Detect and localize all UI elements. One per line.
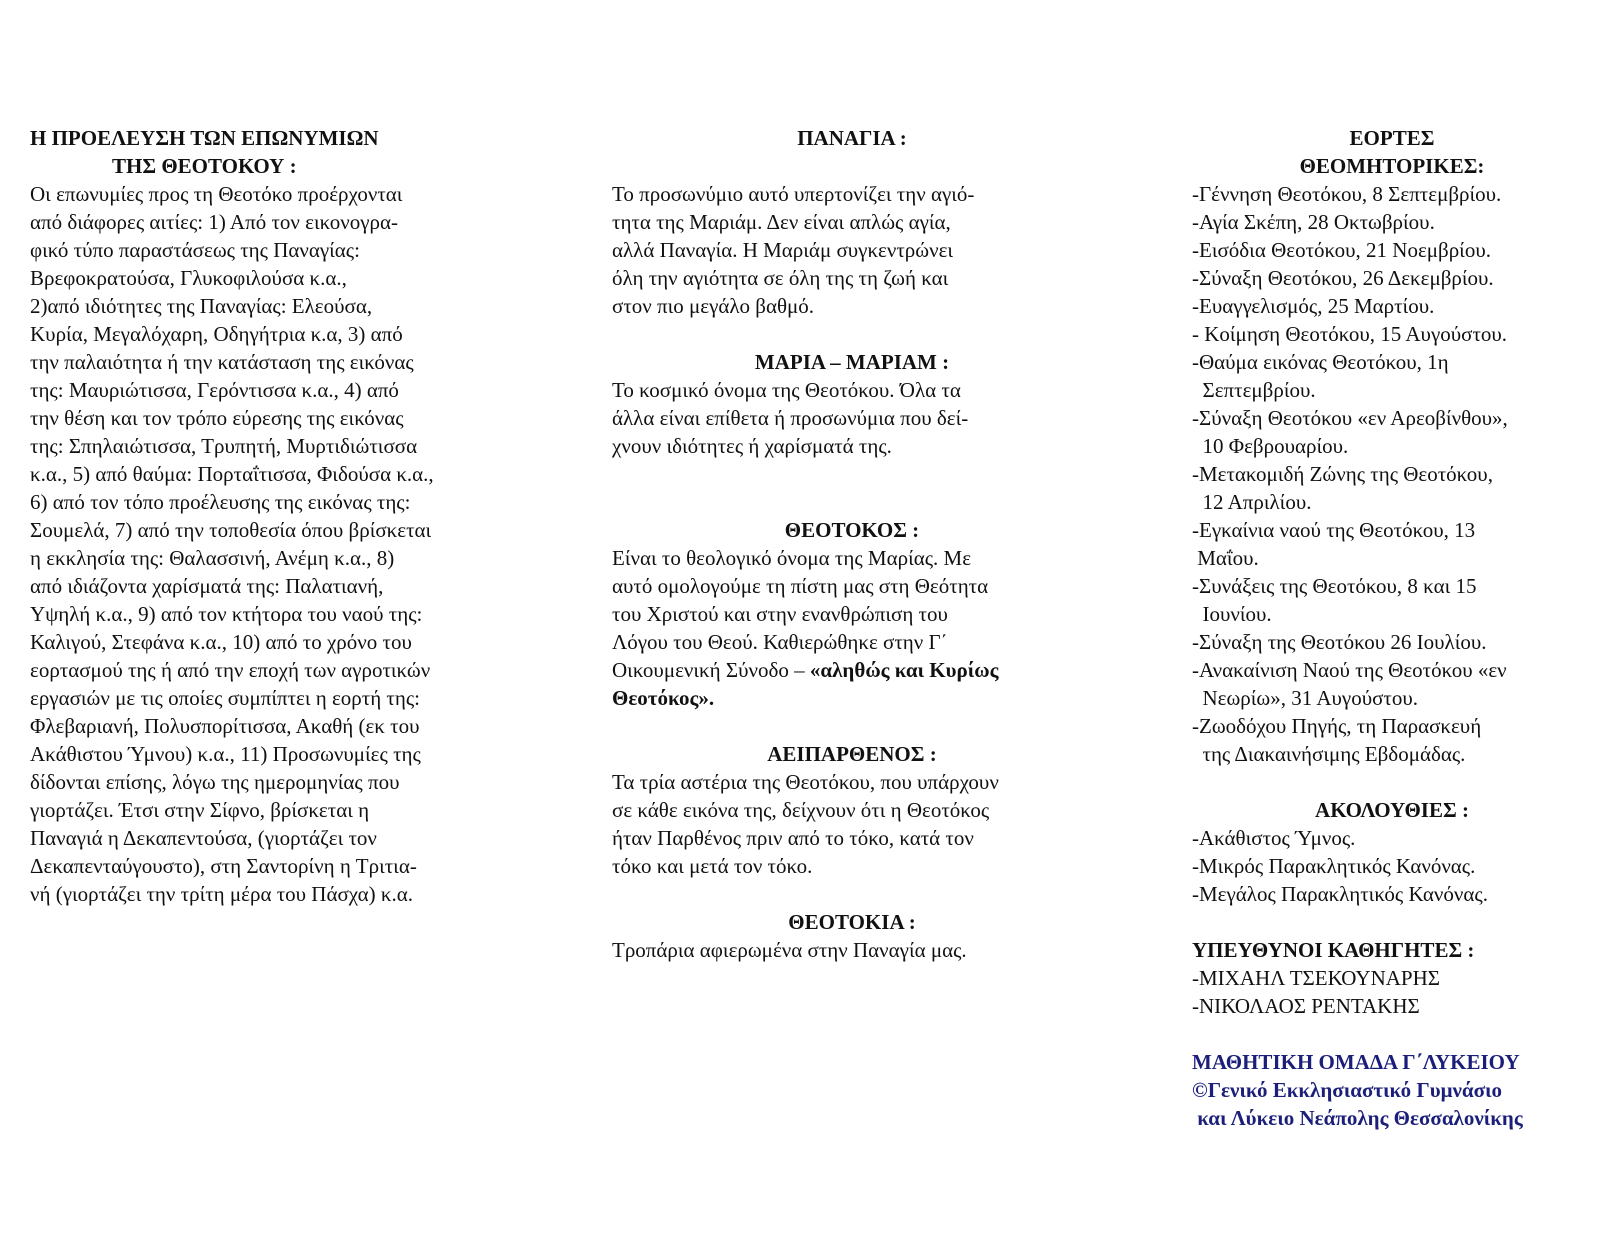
origin-text-line: γιορτάζει. Έτσι στην Σίφνο, βρίσκεται η	[30, 798, 370, 822]
origin-text-line: δίδονται επίσης, λόγω της ημερομηνίας που	[30, 770, 400, 794]
feast-item: της Διακαινήσιμης Εβδομάδας.	[1192, 742, 1466, 766]
origin-text-line: Δεκαπενταύγουστο), στη Σαντορίνη η Τριτια-	[30, 854, 417, 878]
aeiparthenos-text-line: ήταν Παρθένος πριν από το τόκο, κατά τον	[612, 826, 974, 850]
origin-text-line: Ακάθιστου Ύμνου) κ.α., 11) Προσωνυμίες της	[30, 742, 421, 766]
panagia-text-line: αλλά Παναγία. Η Μαριάμ συγκεντρώνει	[612, 238, 954, 262]
origin-text	[30, 180, 530, 908]
panagia-text-line: στον πιο μεγάλο βαθμό.	[612, 294, 815, 318]
credit-line: ΜΑΘΗΤΙΚΗ ΟΜΑΔΑ Γ΄ΛΥΚΕΙΟΥ	[1192, 1050, 1520, 1074]
aeiparthenos-heading: ΑΕΙΠΑΡΘΕΝΟΣ :	[767, 742, 937, 766]
maria-heading: ΜΑΡΙΑ – ΜΑΡΙΑΜ :	[754, 350, 950, 374]
origin-text-line: εορτασμού της ή από την εποχή των αγροτικών	[30, 658, 431, 682]
origin-text-line: την παλαιότητα ή την κατάσταση της εικόνας	[30, 350, 414, 374]
origin-text-line: την θέση και τον τρόπο εύρεσης της εικόνας	[30, 406, 404, 430]
feast-item: Νεωρίω», 31 Αυγούστου.	[1192, 686, 1418, 710]
credit-line: ©Γενικό Εκκλησιαστικό Γυμνάσιο	[1192, 1078, 1503, 1102]
origin-title-line-1: Η ΠΡΟΕΛΕΥΣΗ ΤΩΝ ΕΠΩΝΥΜΙΩΝ	[30, 126, 379, 150]
origin-text-line: εργασιών με τις οποίες συμπίπτει η εορτή της:	[30, 686, 420, 710]
feast-item: - Κοίμηση Θεοτόκου, 15 Αυγούστου.	[1192, 322, 1508, 346]
feast-item: -Γέννηση Θεοτόκου, 8 Σεπτεμβρίου.	[1192, 182, 1502, 206]
teacher-name: -ΜΙΧΑΗΛ ΤΣΕΚΟΥΝΑΡΗΣ	[1192, 966, 1440, 990]
origin-text-line: από ιδιάζοντα χαρίσματά της: Παλατιανή,	[30, 574, 384, 598]
theotokos-text	[612, 544, 1092, 656]
theotokia-heading: ΘΕΟΤΟΚΙΑ :	[788, 910, 916, 934]
feasts-title-line-1: ΕΟΡΤΕΣ	[1349, 126, 1435, 150]
panagia-text-line: Το προσωνύμιο αυτό υπερτονίζει την αγιό-	[612, 182, 975, 206]
panagia-text-line: όλη την αγιότητα σε όλη της τη ζωή και	[612, 266, 949, 290]
origin-text-line: νή (γιορτάζει την τρίτη μέρα του Πάσχα) κ.α.	[30, 882, 413, 906]
origin-text-line: της: Μαυριώτισσα, Γερόντισσα κ.α., 4) από	[30, 378, 399, 402]
theotokos-text-line: Είναι το θεολογικό όνομα της Μαρίας. Με	[612, 546, 972, 570]
feast-item: 10 Φεβρουαρίου.	[1192, 434, 1349, 458]
panagia-text	[612, 180, 1092, 320]
theotokos-text-line: Λόγου του Θεού. Καθιερώθηκε στην Γ΄	[612, 630, 948, 654]
feast-item: -Ανακαίνιση Ναού της Θεοτόκου «εν	[1192, 658, 1507, 682]
teacher-name: -ΝΙΚΟΛΑΟΣ ΡΕΝΤΑΚΗΣ	[1192, 994, 1420, 1018]
aeiparthenos-text-line: Τα τρία αστέρια της Θεοτόκου, που υπάρχουν	[612, 770, 999, 794]
feast-item: -Σύναξη Θεοτόκου «εν Αρεοβίνθου»,	[1192, 406, 1508, 430]
origin-text-line: η εκκλησία της: Θαλασσινή, Ανέμη κ.α., 8)	[30, 546, 395, 570]
origin-title-line-2: ΤΗΣ ΘΕΟΤΟΚΟΥ :	[112, 154, 297, 178]
feasts-title-line-2: ΘΕΟΜΗΤΟΡΙΚΕΣ:	[1299, 154, 1485, 178]
panagia-text-line: τητα της Μαριάμ. Δεν είναι απλώς αγία,	[612, 210, 951, 234]
panagia-heading: ΠΑΝΑΓΙΑ :	[797, 126, 907, 150]
origin-of-names-column	[30, 124, 530, 908]
aeiparthenos-text-line: τόκο και μετά τον τόκο.	[612, 854, 813, 878]
theotokos-last-prefix: Οικουμενική Σύνοδο –	[612, 658, 810, 682]
maria-text-line: άλλα είναι επίθετα ή προσωνύμια που δεί-	[612, 406, 969, 430]
maria-text-line: χνουν ιδιότητες ή χαρίσματά της.	[612, 434, 892, 458]
origin-text-line: 2)από ιδιότητες της Παναγίας: Ελεούσα,	[30, 294, 373, 318]
theotokos-quote-end: Θεοτόκος».	[612, 686, 715, 710]
feast-item: 12 Απριλίου.	[1192, 490, 1312, 514]
origin-text-line: Καλιγού, Στεφάνα κ.α., 10) από το χρόνο του	[30, 630, 412, 654]
services-list	[1192, 824, 1592, 908]
credits-block	[1192, 1048, 1592, 1132]
feast-item: -Ζωοδόχου Πηγής, τη Παρασκευή	[1192, 714, 1482, 738]
feasts-column	[1192, 124, 1592, 1132]
theotokia-text	[612, 936, 1092, 964]
credit-line: και Λύκειο Νεάπολης Θεσσαλονίκης	[1192, 1106, 1523, 1130]
origin-text-line: Οι επωνυμίες προς τη Θεοτόκο προέρχονται	[30, 182, 403, 206]
origin-text-line: από διάφορες αιτίες: 1) Από τον εικονογρα-	[30, 210, 398, 234]
feast-item: -Σύναξη της Θεοτόκου 26 Ιουλίου.	[1192, 630, 1487, 654]
feast-item: -Αγία Σκέπη, 28 Οκτωβρίου.	[1192, 210, 1435, 234]
service-item: -Μεγάλος Παρακλητικός Κανόνας.	[1192, 882, 1488, 906]
feast-item: -Συνάξεις της Θεοτόκου, 8 και 15	[1192, 574, 1477, 598]
theotokos-text-line: του Χριστού και στην ενανθρώπιση του	[612, 602, 948, 626]
feast-item: -Μετακομιδή Ζώνης της Θεοτόκου,	[1192, 462, 1493, 486]
feast-item: -Σύναξη Θεοτόκου, 26 Δεκεμβρίου.	[1192, 266, 1494, 290]
origin-text-line: Υψηλή κ.α., 9) από τον κτήτορα του ναού της:	[30, 602, 423, 626]
origin-text-line: Σουμελά, 7) από την τοποθεσία όπου βρίσκεται	[30, 518, 432, 542]
teachers-heading: ΥΠΕΥΘΥΝΟΙ ΚΑΘΗΓΗΤΕΣ :	[1192, 938, 1475, 962]
origin-text-line: της: Σπηλαιώτισσα, Τρυπητή, Μυρτιδιώτισσα	[30, 434, 418, 458]
teachers-list	[1192, 964, 1592, 1020]
feast-item: Ιουνίου.	[1192, 602, 1272, 626]
theotokos-quote: «αληθώς και Κυρίως	[809, 658, 999, 682]
feast-item: -Εγκαίνια ναού της Θεοτόκου, 13	[1192, 518, 1476, 542]
feast-item: -Θαύμα εικόνας Θεοτόκου, 1η	[1192, 350, 1449, 374]
origin-text-line: φικό τύπο παραστάσεως της Παναγίας:	[30, 238, 360, 262]
origin-text-line: κ.α., 5) από θαύμα: Πορταΐτισσα, Φιδούσα κ.α.,	[30, 462, 434, 486]
aeiparthenos-text	[612, 768, 1092, 880]
maria-text-line: Το κοσμικό όνομα της Θεοτόκου. Όλα τα	[612, 378, 961, 402]
service-item: -Ακάθιστος Ύμνος.	[1192, 826, 1356, 850]
feast-item: Σεπτεμβρίου.	[1192, 378, 1316, 402]
names-column	[612, 124, 1092, 964]
theotokos-text-line	[612, 656, 1092, 684]
theotokia-text-line: Τροπάρια αφιερωμένα στην Παναγία μας.	[612, 938, 967, 962]
origin-text-line: Φλεβαριανή, Πολυσπορίτισσα, Ακαθή (εκ του	[30, 714, 420, 738]
service-item: -Μικρός Παρακλητικός Κανόνας.	[1192, 854, 1476, 878]
theotokos-text-line: αυτό ομολογούμε τη πίστη μας στη Θεότητα	[612, 574, 989, 598]
feast-item: -Ευαγγελισμός, 25 Μαρτίου.	[1192, 294, 1435, 318]
feast-item: -Εισόδια Θεοτόκου, 21 Νοεμβρίου.	[1192, 238, 1491, 262]
origin-text-line: Κυρία, Μεγαλόχαρη, Οδηγήτρια κ.α, 3) από	[30, 322, 403, 346]
origin-text-line: Παναγιά η Δεκαπεντούσα, (γιορτάζει τον	[30, 826, 377, 850]
theotokos-heading: ΘΕΟΤΟΚΟΣ :	[784, 518, 920, 542]
origin-text-line: 6) από τον τόπο προέλευσης της εικόνας της:	[30, 490, 411, 514]
feast-item: Μαΐου.	[1192, 546, 1259, 570]
origin-text-line: Βρεφοκρατούσα, Γλυκοφιλούσα κ.α.,	[30, 266, 347, 290]
feasts-list	[1192, 180, 1592, 768]
services-heading: ΑΚΟΛΟΥΘΙΕΣ :	[1315, 798, 1469, 822]
aeiparthenos-text-line: σε κάθε εικόνα της, δείχνουν ότι η Θεοτόκος	[612, 798, 990, 822]
maria-text	[612, 376, 1092, 460]
